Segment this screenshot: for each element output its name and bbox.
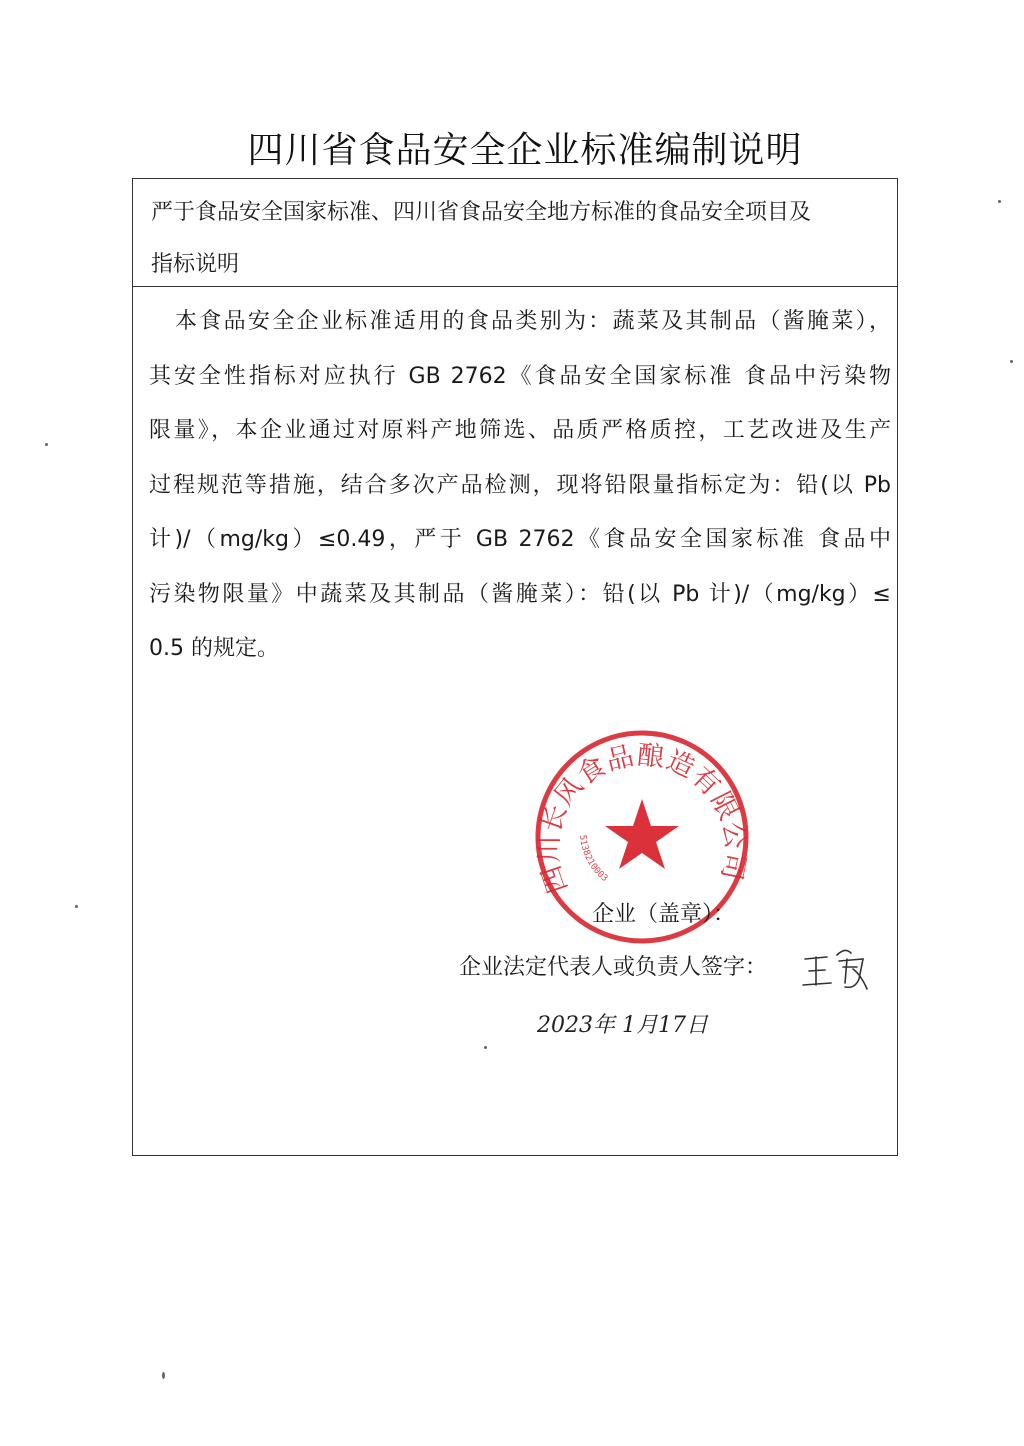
- page-title: 四川省食品安全企业标准编制说明: [247, 130, 803, 171]
- paragraph-line: 其安全性指标对应执行 GB 2762《食品安全国家标准 食品中污染物: [149, 363, 891, 389]
- document-frame: [132, 178, 898, 1156]
- seal-label: 企业（盖章）：: [592, 902, 736, 927]
- paragraph-line: 0.5 的规定。: [149, 636, 279, 661]
- signature-date: 2023年 1月17日: [537, 1013, 708, 1038]
- signature-label: 企业法定代表人或负责人签字：: [459, 955, 768, 980]
- explanation-paragraph: [133, 289, 897, 677]
- star-icon: [605, 799, 679, 869]
- svg-text:5138210003: 5138210003: [576, 834, 610, 885]
- paragraph-line: 本食品安全企业标准适用的食品类别为：蔬菜及其制品（酱腌菜），: [175, 309, 891, 334]
- paragraph-line: 计)/（mg/kg）≤0.49，严于 GB 2762《食品安全国家标准 食品中: [149, 527, 891, 552]
- paragraph-line: 过程规范等措施，结合多次产品检测，现将铅限量指标定为：铅(以 Pb: [149, 472, 891, 498]
- section-header-line-2: 指标说明: [151, 252, 240, 277]
- section-header-line-1: 严于食品安全国家标准、四川省食品安全地方标准的食品安全项目及: [151, 200, 812, 225]
- paragraph-line: 限量》，本企业通过对原料产地筛选、品质严格质控，工艺改进及生产: [149, 418, 891, 443]
- handwritten-signature: [801, 945, 881, 995]
- section-header: [133, 179, 897, 287]
- paragraph-line: 污染物限量》中蔬菜及其制品（酱腌菜）：铅(以 Pb 计)/（mg/kg）≤: [149, 581, 891, 607]
- svg-text:四川长风食品酿造有限公司: 四川长风食品酿造有限公司: [533, 739, 751, 898]
